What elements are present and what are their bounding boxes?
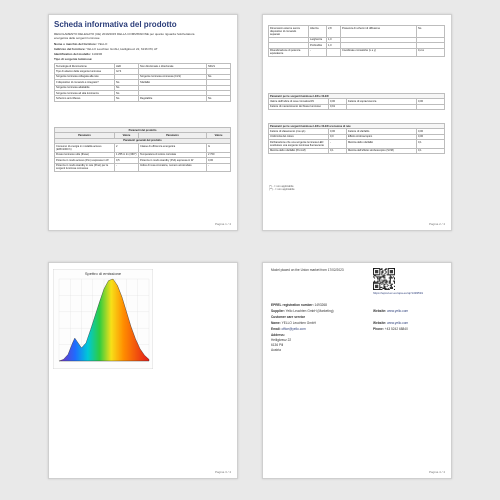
table-cell: Potenza in modo standby in rete (Pnet) per le sorgenti luminose connesse: [55, 163, 115, 172]
address-line: Austria: [271, 348, 281, 352]
table-cell: Rivendicazione di potenza equivalente: [269, 48, 309, 57]
table-cell: Altezza: [309, 26, 327, 38]
table-cell: Profondità: [309, 43, 327, 48]
light-source-table: [54, 63, 231, 102]
table-cell: 0,00: [329, 99, 347, 104]
website-link[interactable]: www.yello.com: [387, 321, 409, 325]
table-cell: -: [207, 163, 231, 172]
column-header: Parametro: [55, 133, 115, 138]
footnote: (**) - = non applicabile: [269, 188, 295, 192]
table-cell: Uniformità del colore: [269, 134, 329, 139]
address-label: Indirizzo del fornitore:: [54, 47, 86, 51]
column-header: Valore: [115, 133, 139, 138]
table-cell: No: [115, 90, 139, 95]
table-cell: 0,00: [329, 129, 347, 134]
table-cell: 0,00: [417, 129, 445, 134]
phone-row: [373, 327, 408, 331]
table-cell: [417, 104, 445, 109]
website-label: Website:: [373, 309, 387, 313]
page-number: Pagina 3 / 4: [214, 470, 231, 474]
table-cell: Effetto stroboscopico: [347, 134, 417, 139]
table-cell: Coordinate cromatiche (x e y): [341, 48, 417, 57]
page-number: Pagina 2 / 4: [428, 222, 445, 226]
customer-care-heading: [271, 315, 305, 319]
model-label: Identificativo del modello:: [54, 52, 92, 56]
address-line: [54, 47, 158, 51]
product-parameters-table: [54, 127, 231, 172]
phone-value: +43 5242 68840: [384, 327, 408, 331]
table-cell: 0,5: [115, 158, 139, 163]
page-title: Scheda informativa del prodotto: [54, 20, 177, 29]
table-row: [269, 48, 445, 57]
table-cell: Dichiarazione che una sorgente luminosa LED sostituisce una sorgente luminosa fluorescente: [269, 140, 329, 149]
table-cell: No: [115, 96, 139, 101]
table-row: [269, 104, 445, 109]
table-cell: 1,0: [327, 43, 341, 48]
document-page-3: [48, 262, 238, 479]
document-page-1: [48, 14, 238, 231]
eprel-label: EPREL registration number:: [271, 303, 314, 307]
table-cell: 0,00: [417, 134, 445, 139]
column-header: Parametro: [139, 133, 207, 138]
supplier-label: Supplier:: [271, 309, 285, 313]
customer-care-label: Customer care service: [271, 315, 306, 319]
table-cell: Sorgente luminosa ad alta luminanza: [55, 90, 115, 95]
type-label: Tipo di sorgente luminosa:: [54, 57, 93, 61]
document-page-2: [262, 14, 452, 231]
table-cell: No: [115, 85, 139, 90]
table-cell: Sorgente luminosa collegata alla rete: [55, 74, 115, 79]
table-cell: 0,1: [417, 148, 445, 153]
table-cell: Consumo di energia in modalità acceso (kWh/1000 h): [55, 144, 115, 153]
table-cell: 0,00: [417, 99, 445, 104]
address-value: YELLO Leuchten GmbH, Heiligkreuz 22, 6136 Pill, AT: [86, 47, 158, 51]
table-cell: No: [207, 96, 231, 101]
table-cell: 1 255 in lm (360°): [116, 153, 137, 157]
table-cell: Fattore di sopravvivenza: [347, 99, 417, 104]
name-label: Name:: [271, 321, 281, 325]
table-cell: 0,00: [207, 158, 231, 163]
footnotes: [269, 185, 295, 192]
table-cell: Il dispositivo di comando è integrato?: [55, 80, 115, 85]
table-cell: LED: [115, 64, 139, 69]
table-cell: Metrica dello sfarfallio (Pst LM): [269, 148, 329, 153]
supplier-value: Yello Leuchten GmbH (Marketing): [285, 309, 334, 313]
table-cell: 0,1: [329, 148, 347, 153]
table-cell: Potenza in modo acceso (Pon) espressa in W: [55, 158, 115, 163]
document-page-4: [262, 262, 452, 479]
table-cell: No: [207, 74, 231, 79]
supplier-value: YELLO: [97, 42, 108, 46]
section-header: Parametri per le sorgenti luminose LED e OLED a tensione di rete: [269, 124, 445, 129]
model-line: [54, 52, 102, 56]
table-cell: 0,xxx: [417, 48, 445, 57]
spectrum-title: Spettro di emissione: [84, 271, 122, 276]
address-label: Address:: [271, 333, 285, 337]
table-cell: NDLS: [207, 64, 231, 69]
table-row: [269, 26, 445, 38]
address-line: Heiligkreuz 22: [271, 338, 292, 342]
table-cell: 2: [115, 144, 139, 153]
table-cell: 2 700: [207, 152, 231, 157]
website-row: [373, 309, 408, 313]
table-cell: No: [417, 26, 445, 38]
table-cell: -: [115, 163, 139, 172]
phone-label: Phone:: [373, 327, 384, 331]
table-cell: 0,91: [329, 104, 347, 109]
table-cell: Metrica dello sfarfallio: [347, 140, 417, 149]
section-header: Parametri del prodotto: [55, 128, 231, 133]
table-row: [269, 148, 445, 153]
table-cell: Fattore di sfarfallio: [347, 129, 417, 134]
table-cell: Temperatura di colore correlata: [139, 152, 207, 157]
website-row-2: [373, 321, 408, 325]
table-cell: G: [207, 144, 231, 153]
table-cell: Sorgente luminosa connessa (CLS): [139, 74, 207, 79]
eprel-link[interactable]: https://eprel.ec.europa.eu/qr/1493591: [373, 291, 424, 295]
table-cell: Fattore di sfasamento (cos φ1): [269, 129, 329, 134]
table-cell: Larghezza: [309, 37, 327, 42]
table-row: [55, 96, 231, 101]
table-cell: [327, 48, 341, 57]
regulation-text: REGOLAMENTO DELEGATO (UE) 2019/2015 DELLA COMMISSIONE per quanto riguarda l'etichettatura energetica delle sorgenti luminose: [54, 32, 195, 40]
table-cell: Tecnologia di illuminazione: [55, 64, 115, 69]
eprel-value: 1493268: [314, 303, 327, 307]
table-row: [269, 140, 445, 149]
supplier-line: [54, 42, 107, 46]
email-link[interactable]: office@yello.com: [281, 327, 306, 331]
page-number: Pagina 4 / 4: [428, 470, 445, 474]
table-cell: -: [309, 48, 327, 57]
email-label: Email:: [271, 327, 281, 331]
table-cell: Sfarfallio: [139, 80, 207, 85]
table-cell: -: [329, 140, 347, 149]
market-date-text: Model placed on the Union market from 17/02/2023: [271, 268, 344, 272]
led-parameters-table: [268, 93, 445, 110]
table-cell: GY4: [115, 69, 139, 74]
table-cell: 0,1: [417, 140, 445, 149]
table-cell: Potenza in modo standby (Psb) espressa in W: [139, 158, 207, 163]
qr-code-icon[interactable]: [373, 268, 395, 290]
website-label: Website:: [373, 321, 387, 325]
dimensions-table: [268, 25, 445, 57]
email-row: [271, 327, 306, 331]
model-value: 11023R: [91, 52, 103, 56]
supplier-row: [271, 309, 334, 313]
table-cell: [347, 104, 417, 109]
address-line: 6136 Pill: [271, 343, 284, 347]
table-cell: Classe di efficienza energetica: [139, 144, 207, 153]
name-row: [271, 321, 316, 325]
page-number: Pagina 1 / 4: [214, 222, 231, 226]
table-cell: Dimensioni esterne senza dispositivo di comando separato: [269, 26, 309, 38]
type-line: [54, 57, 92, 61]
table-cell: Schermo anti-riflesso: [55, 96, 115, 101]
eprel-row: [271, 303, 327, 307]
website-link[interactable]: www.yello.com: [387, 309, 409, 313]
mains-led-table: [268, 123, 445, 154]
spectrum-chart: [53, 269, 153, 369]
table-cell: Indice di resa cromatica, numero arrotondato: [139, 163, 207, 172]
footnote: (*) - = non applicabile: [269, 185, 294, 188]
table-cell: Sorgente luminosa adattabile: [55, 85, 115, 90]
table-row: [55, 163, 231, 172]
table-cell: Flusso luminoso utile (Φuse): [55, 152, 115, 157]
table-cell: Non direzionale o direzionale: [139, 64, 207, 69]
table-cell: 1,0: [327, 37, 341, 42]
column-header: Valore: [207, 133, 231, 138]
section-header: Parametri per le sorgenti luminose LED e OLED: [269, 94, 445, 99]
table-cell: Fattore di mantenimento del flusso luminoso: [269, 104, 329, 109]
table-cell: 0,0: [329, 134, 347, 139]
table-cell: Valore dell'indice di resa cromatica R9: [269, 99, 329, 104]
table-cell: 2,8: [327, 26, 341, 38]
name-value: YELLO Leuchten GmbH: [281, 321, 316, 325]
supplier-label: Nome o marchio del fornitore:: [54, 42, 97, 46]
table-cell: Metrica dell'effetto stroboscopico (SVM): [347, 148, 417, 153]
table-row: [55, 144, 231, 153]
table-cell: Tipo di attacco della sorgente luminosa: [55, 69, 115, 74]
table-cell: No: [115, 80, 139, 85]
section-header: Parametri generali del prodotto: [55, 138, 231, 143]
address-row: [271, 333, 285, 337]
table-cell: Presenza di schermi di diffusione: [341, 26, 417, 38]
table-cell: Regolabile: [139, 96, 207, 101]
